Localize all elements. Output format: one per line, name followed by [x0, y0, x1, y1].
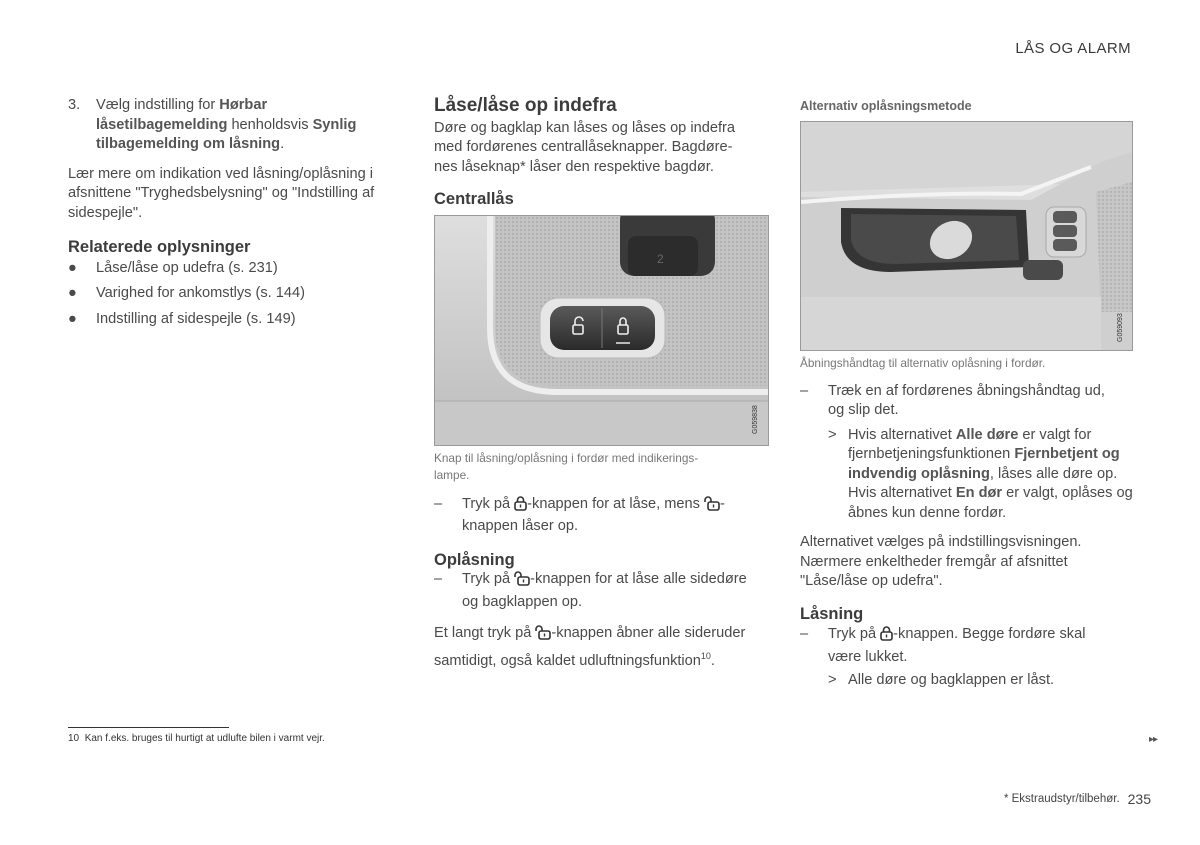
photo-caption: Åbningshåndtag til alternativ oplåsning i fordør.: [800, 355, 1046, 370]
column-right: [800, 96, 1135, 691]
central-lock-photo: [434, 215, 769, 446]
door-handle-illustration: [801, 122, 1132, 350]
footnote-text: Kan f.eks. bruges til hurtigt at udlufte bilen i varmt vejr.: [84, 733, 325, 744]
footnote-number: 10: [68, 733, 80, 744]
alt-paragraph: Alternativet vælges på indstillingsvisningen. Nærmere enkeltheder fremgår af afsnittet "Låse/låse op udefra".: [800, 534, 1082, 589]
photo-caption: Knap til låsning/oplåsning i fordør med indikerings- lampe.: [434, 450, 699, 482]
term-remote-unlock: Fjernbetjent og indvendig oplåsning: [848, 446, 1120, 482]
alt-method-heading: Alternativ oplåsningsmetode: [800, 99, 972, 113]
long-press-paragraph: Et langt tryk på -knappen åbner alle sideruder samtidigt, også kaldet udluftningsfunktion$^{10}$.: [434, 625, 746, 669]
image-code: G059838: [752, 404, 759, 434]
related-item[interactable]: ● Indstilling af sidespejle (s. 149): [68, 310, 296, 327]
lock-result: > Alle døre og bagklappen er låst.: [828, 672, 1055, 688]
padlock-closed-icon: [880, 626, 893, 648]
term-audible-feedback: Hørbar låsetilbagemelding: [96, 97, 268, 133]
step-number: 3.: [68, 97, 81, 113]
door-panel-illustration: [435, 216, 768, 445]
svg-text:2: 2: [657, 251, 664, 266]
instruction-pull: – Træk en af fordørenes åbningshåndtag ud, og slip det.: [800, 382, 1105, 418]
footnote: [68, 733, 325, 744]
central-lock-heading: Centrallås: [434, 190, 514, 208]
related-item[interactable]: ● Varighed for ankomstlys (s. 144): [68, 285, 305, 301]
door-handle-photo: [800, 121, 1133, 351]
intro-paragraph: Døre og bagklap kan låses og låses op indefra med fordørenes centrallåseknapper. Bagdøre- nes låseknap* låser den respektive bagdør.: [434, 119, 735, 175]
page-number: 235: [1127, 791, 1151, 807]
section-title: Låse/låse op indefra: [434, 95, 617, 116]
instruction-unlock: – Tryk på -knappen for at låse alle sidedøre og bagklappen op.: [434, 571, 747, 610]
image-code: G059093: [1117, 312, 1124, 342]
instruction-lock: – Tryk på -knappen for at låse, mens - knappen låser op.: [434, 495, 725, 534]
unlock-heading: Oplåsning: [434, 550, 515, 569]
info-paragraph: Lær mere om indikation ved låsning/oplåsning i afsnittene "Tryghedsbelysning" og "Indstilling af sidespejle".: [68, 165, 375, 221]
accessory-note: * Ekstraudstyr/tilbehør.: [1003, 793, 1120, 805]
step-text: Vælg indstilling for Hørbar låsetilbagemelding henholdsvis Synlig tilbagemelding om låsning.: [96, 97, 357, 152]
lock-heading: Låsning: [800, 604, 864, 623]
continue-arrows-icon[interactable]: ▸▸: [1149, 734, 1158, 745]
column-left: [68, 96, 390, 329]
section-header: LÅS OG ALARM: [1015, 40, 1131, 57]
term-one-door: En dør: [955, 485, 1003, 501]
padlock-open-icon: [704, 496, 720, 518]
related-item[interactable]: ● Låse/låse op udefra (s. 231): [68, 259, 278, 276]
related-list: [68, 259, 390, 330]
padlock-open-icon: [514, 571, 530, 593]
padlock-open-icon: [535, 625, 551, 647]
step-3: [68, 96, 390, 155]
term-all-doors: Alle døre: [955, 426, 1019, 443]
footnote-divider: [68, 727, 229, 728]
instruction-lock-front: – Tryk på -knappen. Begge fordøre skal være lukket.: [800, 626, 1086, 665]
footnote-ref[interactable]: 10: [700, 650, 711, 661]
term-visual-feedback: Synlig tilbagemelding om låsning: [96, 116, 357, 152]
pull-result: > Hvis alternativet Alle døre er valgt for fjernbetjeningsfunktionen Fjernbetjent og indvendig oplåsning, låses alle døre op. Hvis alternativet En dør er valgt, oplåses og åbnes kun denne fordør.: [828, 426, 1133, 521]
padlock-closed-icon: [514, 496, 527, 518]
column-middle: [434, 95, 759, 671]
related-heading: Relaterede oplysninger: [68, 238, 251, 256]
